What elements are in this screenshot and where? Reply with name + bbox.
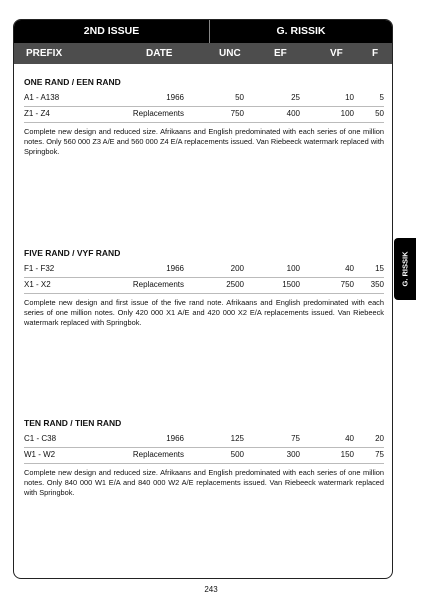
row-f: 15 (375, 264, 384, 273)
row-ef: 300 (286, 450, 300, 459)
row-vf: 100 (340, 109, 354, 118)
row-date: 1966 (166, 93, 184, 102)
row-prefix: Z1 - Z4 (24, 109, 50, 118)
section-title: FIVE RAND / VYF RAND (24, 248, 121, 258)
row-prefix: C1 - C38 (24, 434, 57, 443)
row-unc: 200 (230, 264, 244, 273)
row-f: 20 (375, 434, 384, 443)
row-vf: 40 (345, 434, 354, 443)
row-ef: 1500 (282, 280, 300, 289)
page-number: 243 (204, 585, 218, 594)
side-tab-label: G. RISSIK (400, 251, 410, 287)
row-prefix: W1 - W2 (24, 450, 56, 459)
column-f: F (372, 48, 379, 59)
row-unc: 125 (230, 434, 244, 443)
table-row (24, 262, 384, 278)
section-description: Complete new design and reduced size. Afrikaans and English predominated with each series of one million notes. Only 560 000 Z3 A/E and 560 000 Z4 E/A replacements issued. Van Riebeeck watermark replaced with Springbok. (24, 127, 384, 156)
row-unc: 50 (235, 93, 244, 102)
row-f: 5 (379, 93, 384, 102)
column-ef: EF (274, 48, 287, 59)
column-unc: UNC (219, 48, 241, 59)
table-row (24, 91, 384, 107)
row-f: 75 (375, 450, 384, 459)
column-vf: VF (330, 48, 343, 59)
section-description: Complete new design and first issue of the five rand note. Afrikaans and English predominated with each series of one million notes. Only 420 000 X1 A/E and 420 000 X2 E/A replacements issued. Van Riebeeck watermark replaced with Springbok. (24, 298, 384, 327)
row-ef: 100 (286, 264, 300, 273)
column-header-bar (14, 43, 392, 64)
row-prefix: X1 - X2 (24, 280, 51, 289)
row-date: 1966 (166, 434, 184, 443)
row-f: 350 (370, 280, 384, 289)
section-one-rand (24, 77, 384, 157)
section-five-rand (24, 248, 384, 328)
side-tab (394, 238, 416, 300)
column-date: DATE (146, 48, 173, 59)
row-unc: 750 (230, 109, 244, 118)
header-bar (14, 20, 392, 43)
issue-heading: 2ND ISSUE (83, 25, 140, 37)
row-ef: 400 (286, 109, 300, 118)
catalogue-frame (13, 19, 393, 579)
section-ten-rand (24, 418, 384, 498)
table-row (24, 278, 384, 294)
table-row (24, 448, 384, 464)
row-vf: 750 (340, 280, 354, 289)
row-date: Replacements (132, 280, 184, 289)
table-row (24, 432, 384, 448)
row-date: Replacements (132, 109, 184, 118)
column-prefix: PREFIX (26, 48, 63, 59)
row-prefix: A1 - A138 (24, 93, 60, 102)
row-vf: 40 (345, 264, 354, 273)
row-vf: 150 (340, 450, 354, 459)
row-date: 1966 (166, 264, 184, 273)
row-unc: 500 (230, 450, 244, 459)
section-description: Complete new design and reduced size. Afrikaans and English predominated with each series of one million notes. Only 840 000 W1 E/A and 840 000 W2 A/E replacements issued. Van Riebeeck watermark replaced with Springbok. (24, 468, 384, 497)
table-row (24, 107, 384, 123)
row-ef: 75 (291, 434, 300, 443)
row-vf: 10 (345, 93, 354, 102)
row-unc: 2500 (226, 280, 244, 289)
section-title: TEN RAND / TIEN RAND (24, 418, 122, 428)
section-title: ONE RAND / EEN RAND (24, 77, 121, 87)
signatory-heading: G. RISSIK (209, 20, 392, 43)
row-prefix: F1 - F32 (24, 264, 55, 273)
row-date: Replacements (132, 450, 184, 459)
row-f: 50 (375, 109, 384, 118)
row-ef: 25 (291, 93, 300, 102)
